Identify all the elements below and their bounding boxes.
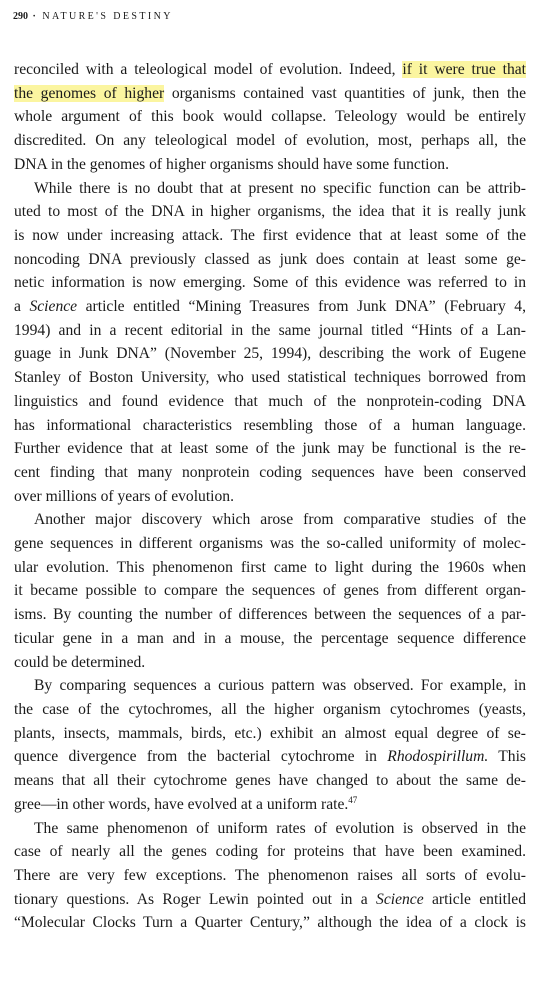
text-line — [14, 793, 526, 817]
text-run: means that all their cytochrome genes have changed to about the same de- — [14, 772, 526, 790]
text-line — [14, 532, 526, 556]
text-run: has informational characteristics resembling those of a human language. — [14, 416, 526, 434]
text-run: noncoding DNA previously classed as junk does contain at least some ge- — [14, 250, 526, 268]
text-line — [14, 366, 526, 390]
text-line — [14, 864, 526, 888]
text-line — [14, 224, 526, 248]
text-run: The same phenomenon of uniform rates of evolution is observed in the — [34, 819, 526, 837]
running-title: NATURE'S DESTINY — [42, 11, 173, 22]
text-line — [14, 911, 526, 935]
highlighted-text: the genomes of higher — [14, 84, 165, 102]
text-run: ticular gene in a man and in a mouse, the percentage sequence difference — [14, 629, 526, 647]
text-line — [14, 129, 526, 153]
text-run: 1994) and in a recent editorial in the same journal titled “Hints of a Lan- — [14, 321, 526, 339]
text-line — [14, 579, 526, 603]
text-line — [14, 58, 526, 82]
text-line — [14, 271, 526, 295]
text-run: uted to most of the DNA in higher organisms, the idea that it is really junk — [14, 203, 526, 221]
text-run: a — [14, 298, 30, 316]
text-line — [14, 769, 526, 793]
text-line — [14, 200, 526, 224]
text-run: DNA in the genomes of higher organisms should have some function. — [14, 155, 449, 173]
text-line — [14, 437, 526, 461]
text-run: “Molecular Clocks Turn a Quarter Century,” although the idea of a clock is — [14, 914, 526, 932]
text-run: This — [488, 748, 526, 766]
body-text — [14, 58, 526, 935]
text-line — [14, 888, 526, 912]
text-run: By comparing sequences a curious pattern was observed. For example, in — [34, 677, 526, 695]
highlighted-text: if it were true that — [402, 61, 526, 78]
text-run: is now under increasing attack. The first evidence that at least some of the — [14, 226, 526, 244]
text-run: over millions of years of evolution. — [14, 487, 235, 505]
text-run: organisms contained vast quantities of junk, then the — [164, 84, 526, 102]
text-line — [14, 153, 526, 177]
text-run: article entitled — [423, 890, 526, 908]
text-line — [14, 485, 526, 509]
text-line — [14, 105, 526, 129]
text-run: Another major discovery which arose from comparative studies of the — [34, 511, 526, 529]
running-header — [13, 11, 173, 22]
text-line — [14, 248, 526, 272]
text-run: linguistics and found evidence that much of the nonprotein-coding DNA — [14, 392, 526, 410]
text-line — [14, 674, 526, 698]
text-run: While there is no doubt that at present no specific function can be attrib- — [34, 179, 526, 197]
text-line — [14, 82, 526, 106]
text-run: isms. By counting the number of differences between the sequences of a par- — [14, 606, 526, 624]
text-run: ular evolution. This phenomenon first came to light during the 1960s when — [14, 558, 526, 576]
text-run: whole argument of this book would collapse. Teleology would be entirely — [14, 108, 526, 126]
text-line — [14, 745, 526, 769]
text-run: There are very few exceptions. The phenomenon raises all sorts of evolu- — [14, 866, 526, 884]
text-line — [14, 461, 526, 485]
text-run: discredited. On any teleological model of evolution, most, perhaps all, the — [14, 132, 526, 150]
text-line — [14, 342, 526, 366]
text-run: gene sequences in different organisms was the so-called uniformity of molec- — [14, 535, 526, 553]
paragraphs — [14, 58, 526, 935]
text-run: article entitled “Mining Treasures from Junk DNA” (February 4, — [77, 298, 526, 316]
text-line — [14, 603, 526, 627]
text-run: Stanley of Boston University, who used statistical techniques borrowed from — [14, 369, 526, 387]
italic-title: Rhodospirillum. — [387, 748, 489, 766]
text-line — [14, 627, 526, 651]
text-run: quence divergence from the bacterial cytochrome in — [14, 748, 388, 766]
text-line — [14, 556, 526, 580]
text-line — [14, 319, 526, 343]
text-run: the case of the cytochromes, all the higher organism cytochromes (yeasts, — [14, 700, 526, 718]
text-run: case of nearly all the genes coding for proteins that have been examined. — [14, 843, 526, 861]
text-run: tionary questions. As Roger Lewin pointed out in a — [14, 890, 377, 908]
text-run: Further evidence that at least some of the junk may be functional is the re- — [14, 440, 526, 458]
italic-title: Science — [376, 890, 424, 908]
italic-title: Science — [29, 298, 78, 316]
header-separator: · — [32, 11, 38, 22]
text-run: could be determined. — [14, 653, 146, 671]
text-line — [14, 414, 526, 438]
text-run: cent finding that many nonprotein coding sequences have been conserved — [14, 463, 526, 481]
page-number: 290 — [13, 11, 28, 22]
text-run: guage in Junk DNA” (November 25, 1994), describing the work of Eugene — [14, 345, 526, 363]
text-run: reconciled with a teleological model of evolution. Indeed, — [14, 61, 403, 78]
text-line — [14, 722, 526, 746]
text-line — [14, 177, 526, 201]
text-run: it became possible to compare the sequences of genes from different organ- — [14, 582, 526, 600]
text-line — [14, 698, 526, 722]
text-line — [14, 390, 526, 414]
footnote-ref: 47 — [348, 794, 358, 805]
text-line — [14, 651, 526, 675]
text-line — [14, 840, 526, 864]
text-run: netic information is now emerging. Some of this evidence was referred to in — [14, 274, 526, 292]
text-line — [14, 508, 526, 532]
text-line — [14, 295, 526, 319]
text-run: plants, insects, mammals, birds, etc.) exhibit an almost equal degree of se- — [14, 724, 526, 742]
text-run: gree—in other words, have evolved at a uniform rate. — [14, 795, 349, 813]
text-line — [14, 817, 526, 841]
